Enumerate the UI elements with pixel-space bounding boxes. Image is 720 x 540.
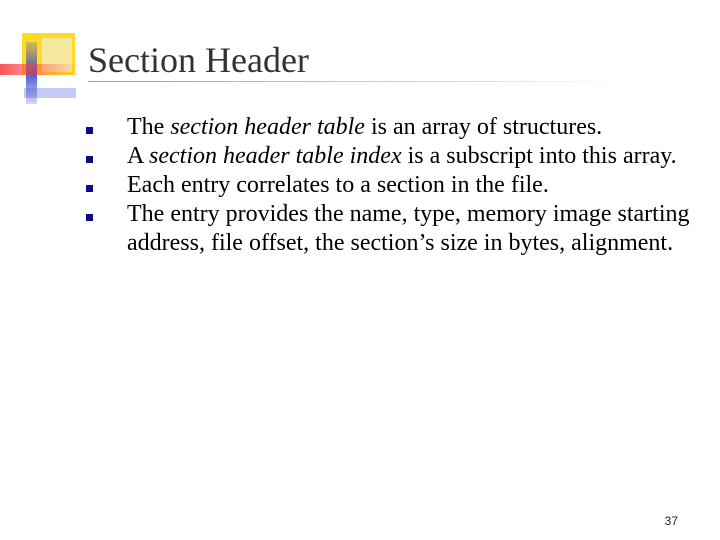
bullet-square-icon <box>86 127 93 134</box>
bullet-text-run: is a subscript into this array. <box>401 143 677 169</box>
slide-title: Section Header <box>88 40 309 80</box>
bullet-square-icon <box>86 185 93 192</box>
bullet-item <box>82 113 702 142</box>
bullet-item <box>82 142 702 171</box>
bullet-text <box>127 143 677 169</box>
bullet-text-italic: section header table <box>170 114 365 140</box>
bullet-item <box>82 171 702 200</box>
bullet-text <box>127 172 549 198</box>
bullet-item <box>82 200 702 258</box>
title-divider <box>88 81 628 82</box>
bullet-text-run: Each entry correlates to a section in the file. <box>127 172 549 198</box>
color-squares-icon <box>0 0 80 115</box>
bullet-text-run: A <box>127 143 150 169</box>
decorative-logo <box>0 0 80 115</box>
bullet-text-run: is an array of structures. <box>364 114 603 140</box>
bullet-square-icon <box>86 156 93 163</box>
bullet-text-italic: section header table index <box>149 143 402 169</box>
bullet-text <box>127 114 602 140</box>
page-number: 37 <box>664 514 678 528</box>
bullet-list <box>82 113 702 258</box>
bullet-text-run: The entry provides the name, type, memory image starting address, file offset, the section’s size in bytes, alignment. <box>127 201 690 256</box>
bullet-text-run: The <box>127 114 171 140</box>
bullet-text <box>127 201 690 256</box>
bullet-square-icon <box>86 214 93 221</box>
